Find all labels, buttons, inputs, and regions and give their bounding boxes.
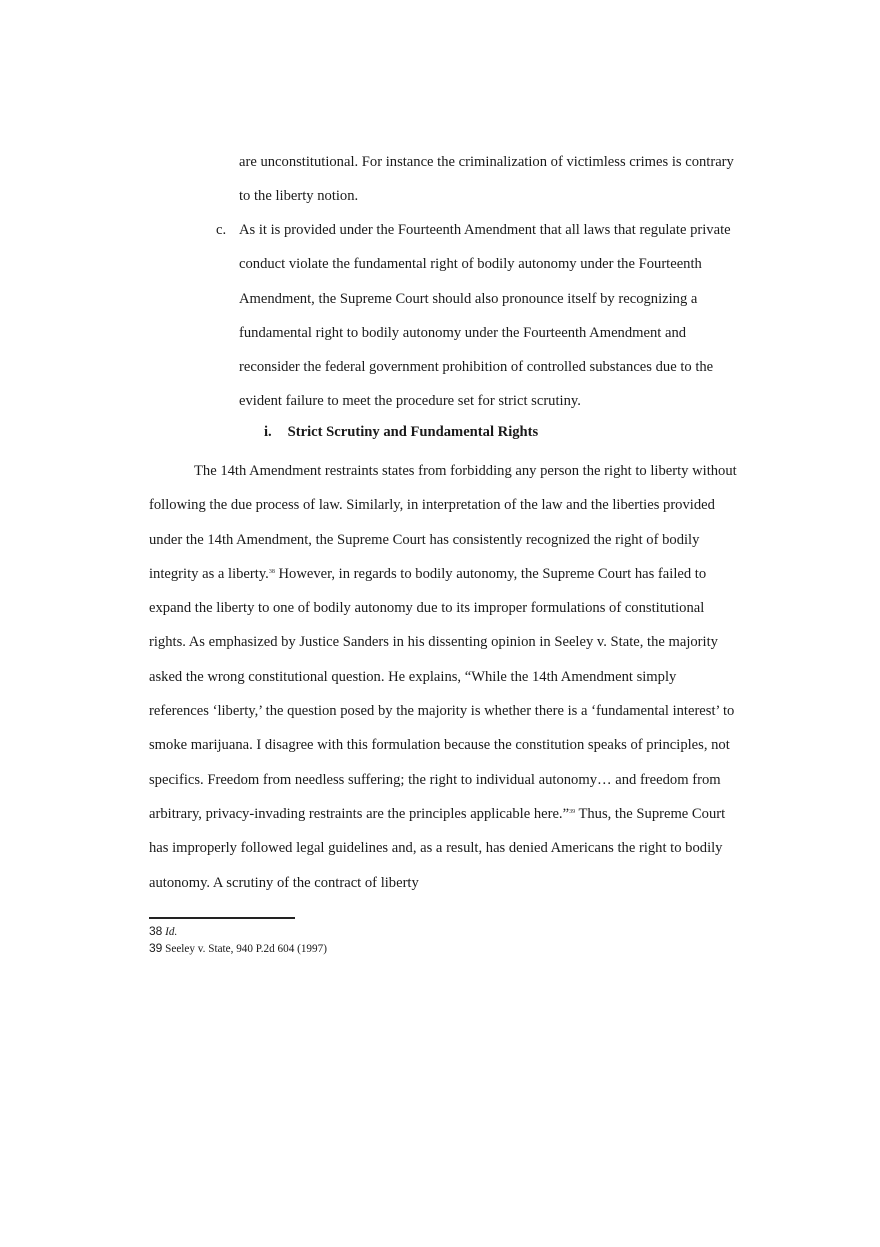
paragraph-part-1: The 14th Amendment restraints states from forbidding any person the right to liberty without following the due process of law. Similarly, in interpretation of the law and the liberties provided under the 14th Amendment, the Supreme Court has consistently recognized the right of bodily integrity as a liberty. <box>149 463 737 582</box>
paragraph-part-2: However, in regards to bodily autonomy, the Supreme Court has failed to expand the liberty to one of bodily autonomy due to its improper formulations of constitutional rights. As emphasized by Justice Sanders in his dissenting opinion in Seeley v. State, the majority asked the wrong constitutional question. He explains, “While the 14th Amendment simply references ‘liberty,’ the question posed by the majority is whether there is a ‘fundamental interest’ to smoke marijuana. I disagree with this formulation because the constitution speaks of principles, not specifics. Freedom from needless suffering; the right to individual autonomy… and freedom from arbitrary, privacy-invading restraints are the principles applicable here.” <box>149 565 735 822</box>
body-paragraph <box>149 454 739 900</box>
section-heading <box>264 420 538 444</box>
footnote-ref-38[interactable]: 38 <box>268 568 275 575</box>
list-marker: c. <box>216 222 227 238</box>
section-heading-title: Strict Scrutiny and Fundamental Rights <box>287 424 539 440</box>
footnote-text: Seeley v. State, 940 P.2d 604 (1997) <box>165 943 327 955</box>
footnote-separator <box>149 917 295 919</box>
continuation-text: are unconstitutional. For instance the criminalization of victimless crimes is contrary to the liberty notion. <box>239 154 734 204</box>
footnote-38 <box>149 923 749 940</box>
footnotes <box>149 923 749 957</box>
section-heading-number: i. <box>264 424 272 440</box>
list-item-c <box>216 213 736 419</box>
footnote-ref-39[interactable]: 39 <box>569 808 576 815</box>
footnote-number: 39 <box>149 941 163 955</box>
footnote-number: 38 <box>149 924 163 938</box>
list-item-text: As it is provided under the Fourteenth Amendment that all laws that regulate private conduct violate the fundamental right of bodily autonomy under the Fourteenth Amendment, the Supreme Court should also pronounce itself by recognizing a fundamental right to bodily autonomy under the Fourteenth Amendment and reconsider the federal government prohibition of controlled substances due to the evident failure to meet the procedure set for strict scrutiny. <box>239 222 731 410</box>
footnote-39 <box>149 940 749 957</box>
paragraph-part-3: Thus, the Supreme Court has improperly followed legal guidelines and, as a result, has denied Americans the right to bodily autonomy. A scrutiny of the contract of liberty <box>149 805 726 891</box>
footnote-text: Id. <box>165 926 178 938</box>
